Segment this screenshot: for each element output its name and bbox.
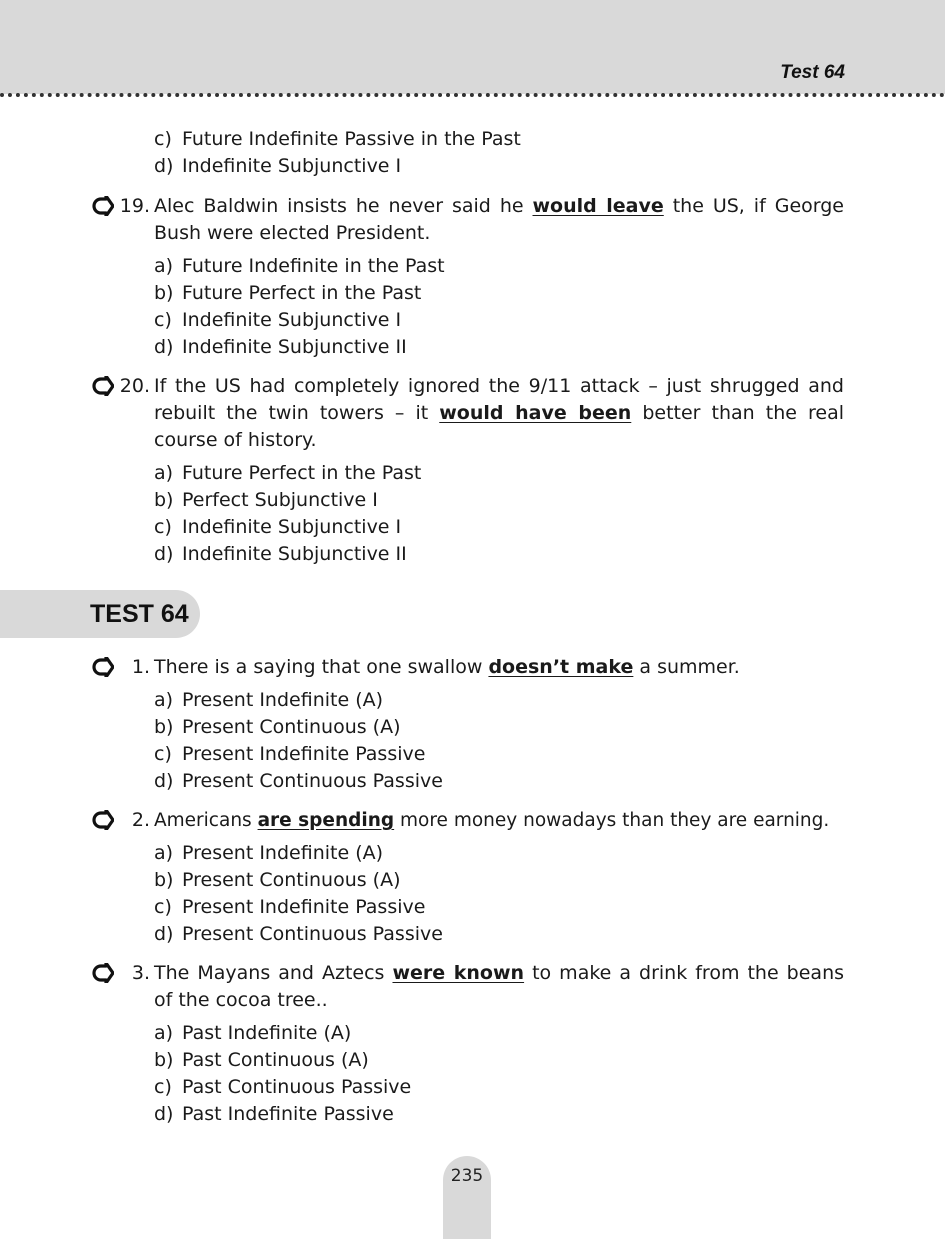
option-d: d) Indefinite Subjunctive II [154,543,407,565]
question-number: 20. [119,375,150,397]
section-title: TEST 64 [90,600,189,628]
option-a: a) Present Indefinite (A) [154,842,384,864]
option-b: b) Perfect Subjunctive I [154,489,378,511]
question-20-text: If the US had completely ignored the 9/11 attack – just shrugged and rebuilt the twin towers – it would have been better than the real course of history. [154,375,845,451]
option-d: d) Present Continuous Passive [154,923,443,945]
option-a: a) Past Indefinite (A) [154,1022,352,1044]
question-number: 1. [131,656,150,678]
page-number-tab [443,1156,491,1239]
question-number: 3. [131,962,150,984]
option-b: b) Present Continuous (A) [154,869,401,891]
running-header-title: Test 64 [780,62,845,83]
arrow-bullet-icon [90,963,114,983]
arrow-bullet-icon [90,657,114,677]
question-number: 2. [131,809,150,831]
question-2-text: Americans are spending more money nowadays than they are earning. [154,810,830,831]
highlighted-verb: doesn’t make [488,656,634,678]
option-d: d) Indefinite Subjunctive I [154,155,402,177]
option-d: d) Indefinite Subjunctive II [154,336,407,358]
option-a: a) Future Perfect in the Past [154,462,422,484]
question-3-text: The Mayans and Aztecs were known to make a drink from the beans of the cocoa tree.. [154,962,845,1011]
option-c: c) Present Indefinite Passive [154,896,426,918]
arrow-bullet-icon [90,196,114,216]
option-c: c) Indefinite Subjunctive I [154,516,402,538]
option-d: d) Present Continuous Passive [154,770,443,792]
option-c: c) Indefinite Subjunctive I [154,309,402,331]
question-19-text: Alec Baldwin insists he never said he would leave the US, if George Bush were elected President. [154,195,844,244]
highlighted-verb: would have been [439,402,632,424]
highlighted-verb: were known [392,962,525,984]
arrow-bullet-icon [90,810,114,830]
question-1-text: There is a saying that one swallow doesn’t make a summer. [154,656,740,678]
option-c: c) Present Indefinite Passive [154,743,426,765]
option-a: a) Future Indefinite in the Past [154,255,445,277]
section-heading-tab [0,590,200,638]
option-b: b) Present Continuous (A) [154,716,401,738]
option-c: c) Past Continuous Passive [154,1076,412,1098]
page-number: 235 [450,1166,484,1186]
option-c: c) Future Indefinite Passive in the Past [154,128,521,150]
question-number: 19. [119,195,150,217]
highlighted-verb: would leave [532,195,664,217]
arrow-bullet-icon [90,376,114,396]
header-divider [0,93,945,97]
highlighted-verb: are spending [257,810,395,831]
option-a: a) Present Indefinite (A) [154,689,384,711]
option-b: b) Past Continuous (A) [154,1049,369,1071]
option-d: d) Past Indefinite Passive [154,1103,394,1125]
option-b: b) Future Perfect in the Past [154,282,422,304]
